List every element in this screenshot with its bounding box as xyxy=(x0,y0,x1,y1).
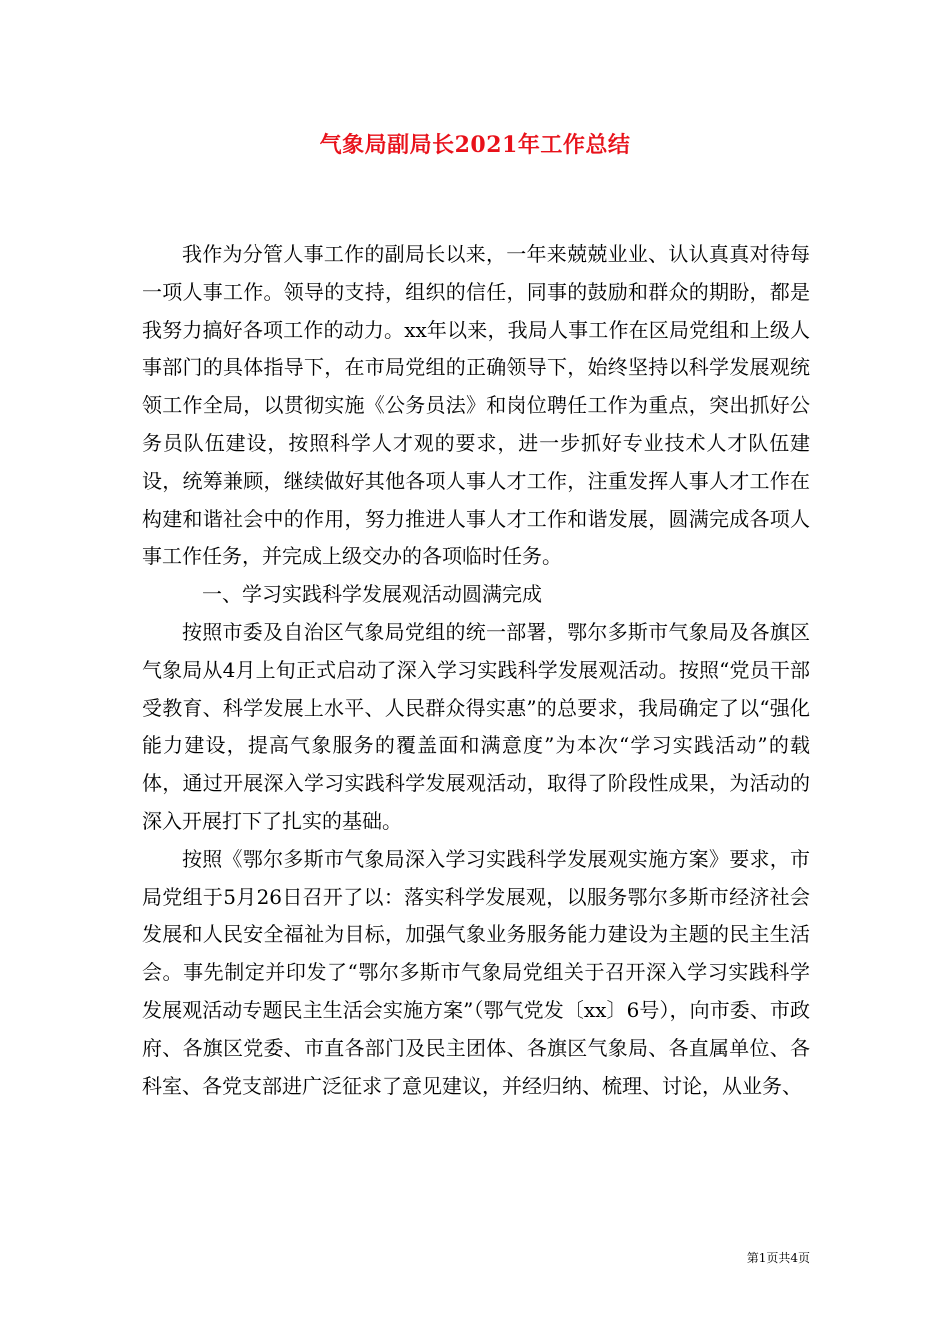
section-heading-1: 一、学习实践科学发展观活动圆满完成 xyxy=(202,582,542,607)
document-title: 气象局副局长2021年工作总结 xyxy=(319,132,631,158)
paragraph-activity: 按照市委及自治区气象局党组的统一部署，鄂尔多斯市气象局及各旗区气象局从4月上旬正式启动了深入学习实践科学发展观活动。按照“党员干部受教育、科学发展上水平、人民群众得实惠”的总要求，我局确定了以“强化能力建设，提高气象服务的覆盖面和满意度”为本次“学习实践活动”的载体，通过开展深入学习实践科学发展观活动，取得了阶段性成果，为活动的深入开展打下了扎实的基础。 xyxy=(142,619,810,833)
paragraph-intro: 我作为分管人事工作的副局长以来，一年来兢兢业业、认认真真对待每一项人事工作。领导的支持，组织的信任，同事的鼓励和群众的期盼，都是我努力搞好各项工作的动力。xx年以来，我局人事工作在区局党组和上级人事部门的具体指导下，在市局党组的正确领导下，始终坚持以科学发展观统领工作全局，以贯彻实施《公务员法》和岗位聘任工作为重点，突出抓好公务员队伍建设，按照科学人才观的要求，进一步抓好专业技术人才队伍建设，统筹兼顾，继续做好其他各项人事人才工作，注重发挥人事人才工作在构建和谐社会中的作用，努力推进人事人才工作和谐发展，圆满完成各项人事工作任务，并完成上级交办的各项临时任务。 xyxy=(142,242,810,569)
paragraph-meeting: 按照《鄂尔多斯市气象局深入学习实践科学发展观实施方案》要求，市局党组于5月26日召开了以：落实科学发展观，以服务鄂尔多斯市经济社会发展和人民安全福祉为目标，加强气象业务服务能力建设为主题的民主生活会。事先制定并印发了“鄂尔多斯市气象局党组关于召开深入学习实践科学发展观活动专题民主生活会实施方案”（鄂气党发〔xx〕6号），向市委、市政府、各旗区党委、市直各部门及民主团体、各旗区气象局、各直属单位、各科室、各党支部进广泛征求了意见建议，并经归纳、梳理、讨论，从业务、 xyxy=(142,846,810,1098)
document-body xyxy=(142,236,810,1105)
page-number: 第1页共4页 xyxy=(746,1251,810,1265)
